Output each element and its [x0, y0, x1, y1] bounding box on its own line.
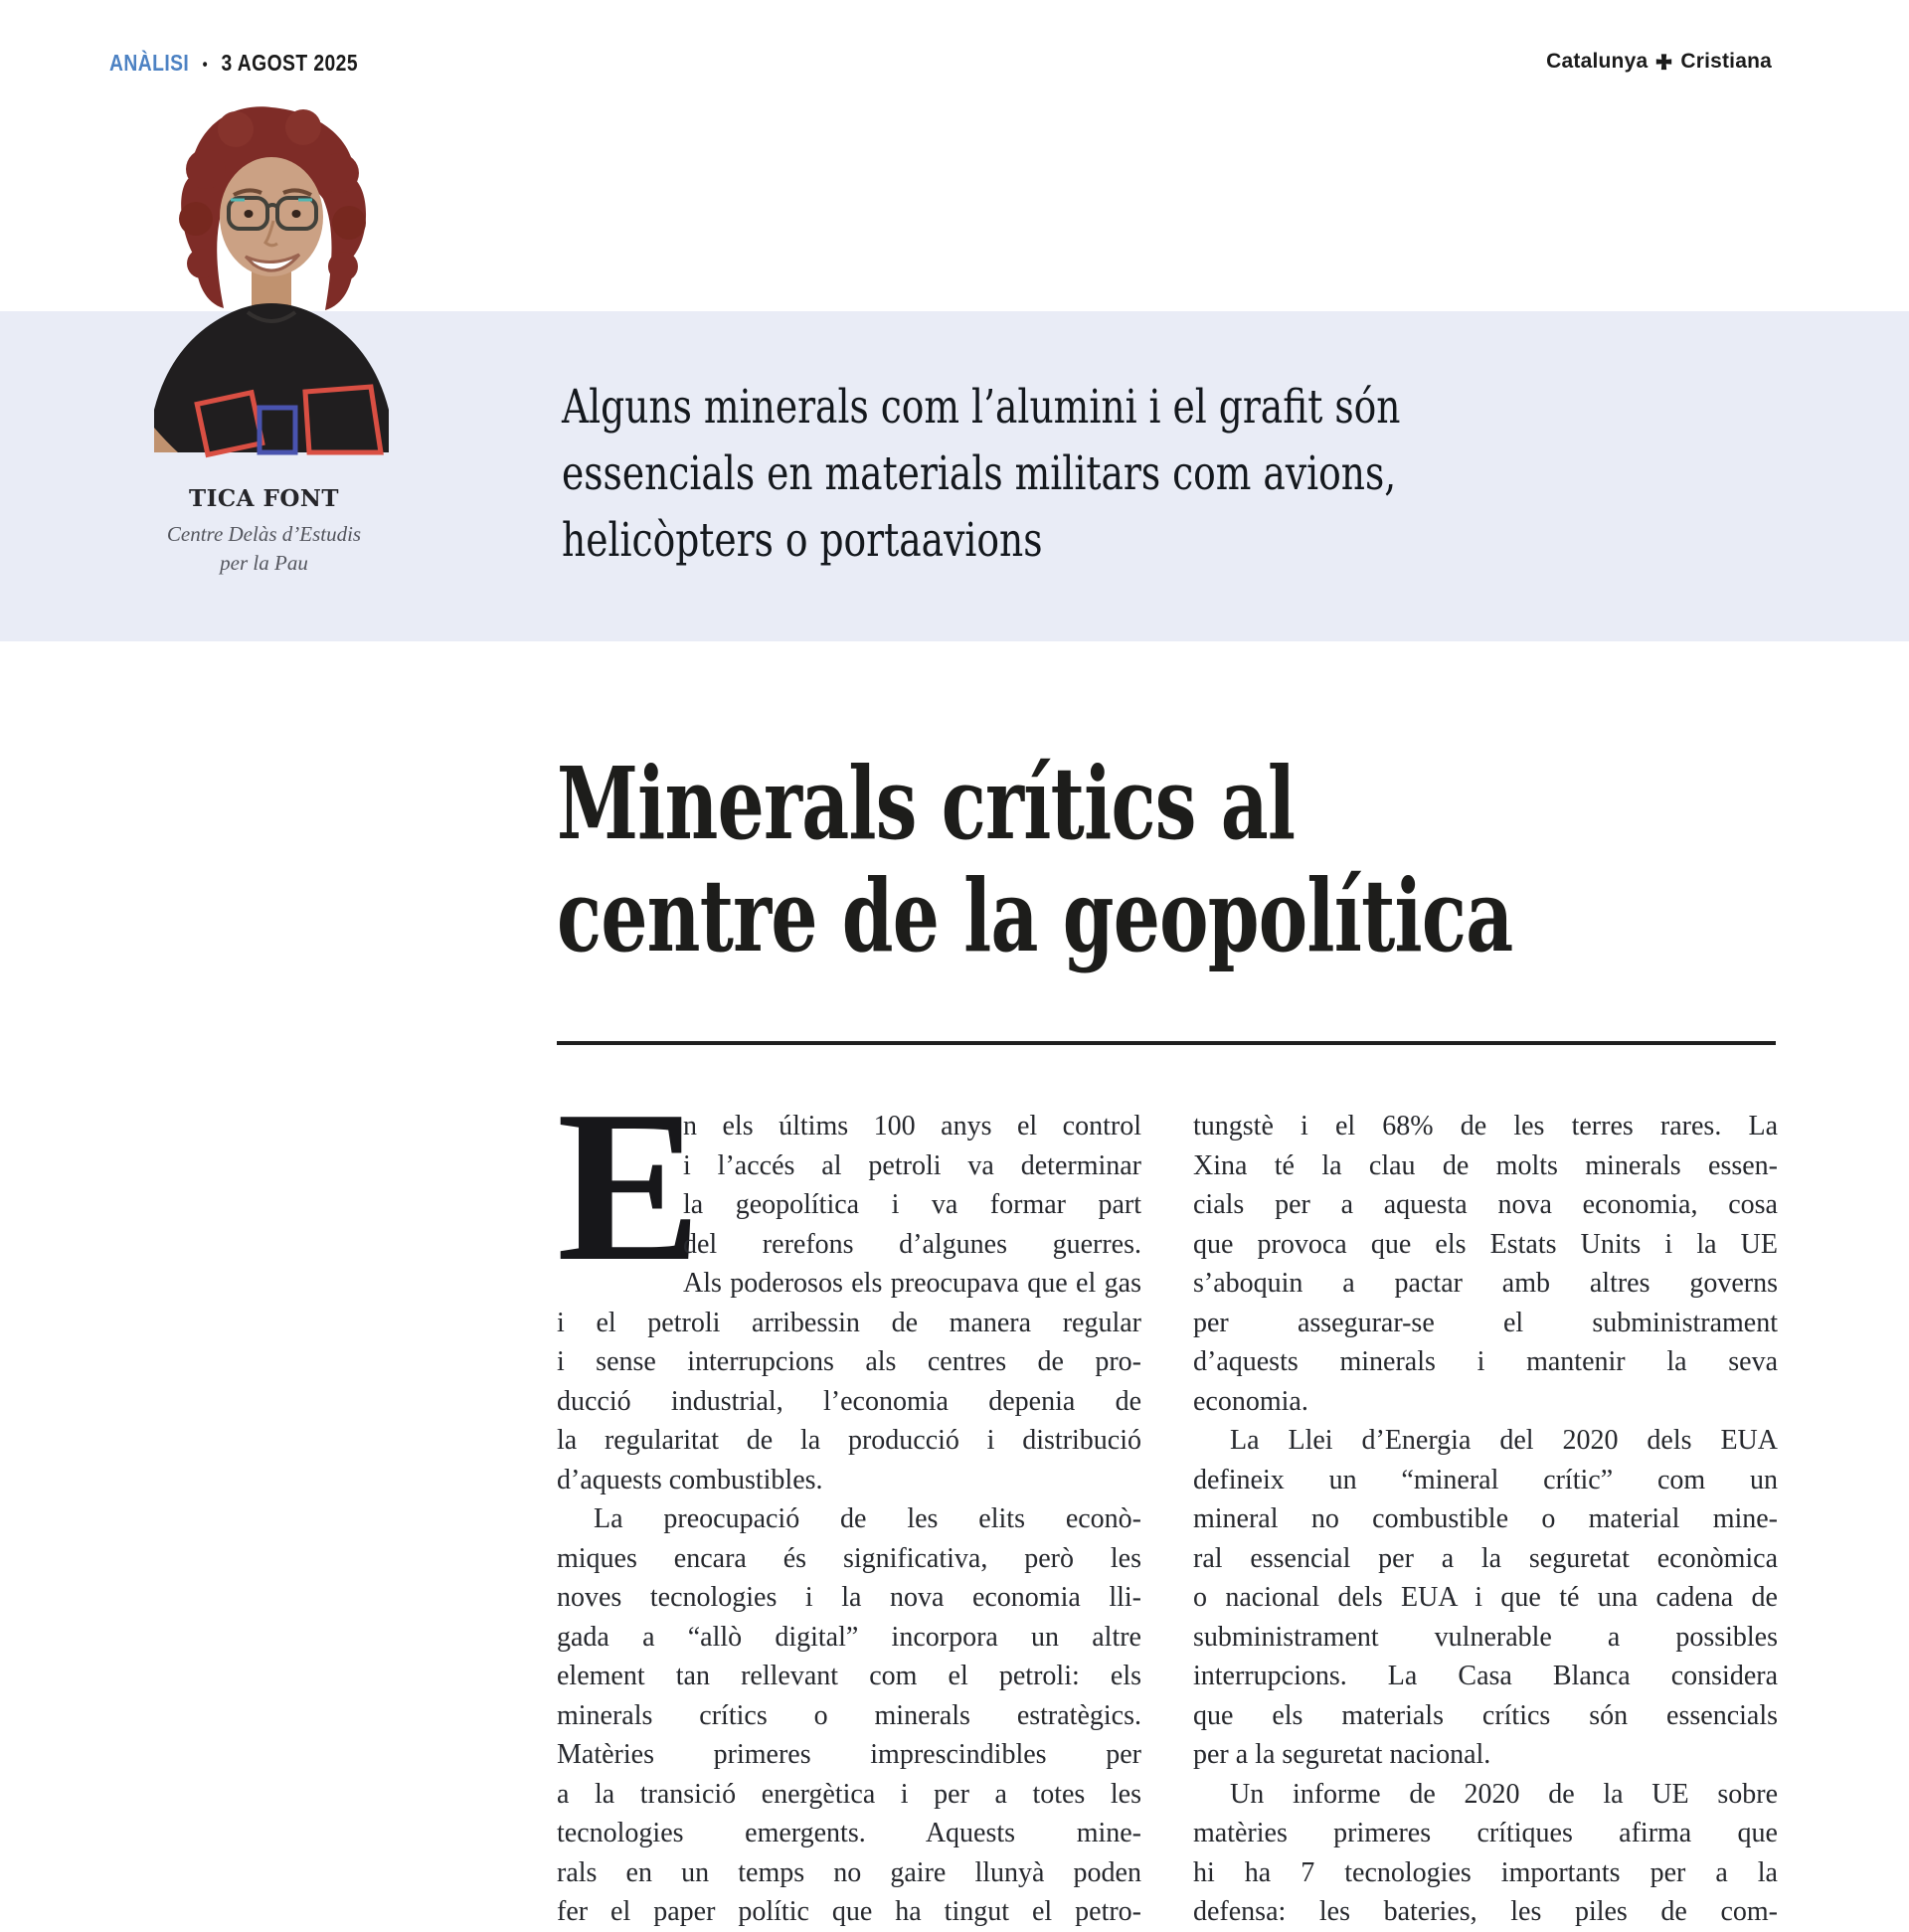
body-line: o nacional dels EUA i que té una cadena de: [1193, 1582, 1778, 1613]
body-line: defensa: les bateries, les piles de com-: [1193, 1896, 1778, 1927]
body-line: la regularitat de la producció i distribució: [557, 1425, 1141, 1456]
body-line: La preocupació de les elits econò-: [594, 1503, 1141, 1534]
body-line: interrupcions. La Casa Blanca considera: [1193, 1661, 1778, 1691]
body-line: element tan rellevant com el petroli: els: [557, 1661, 1141, 1691]
masthead-word-right: Cristiana: [1680, 50, 1772, 73]
body-line: per assegurar-se el subministrament: [1193, 1307, 1778, 1338]
body-line: matèries primeres crítiques afirma que: [1193, 1818, 1778, 1848]
drop-cap: E: [557, 1067, 702, 1307]
masthead-word-left: Catalunya: [1546, 50, 1649, 73]
body-line: cials per a aquesta nova economia, cosa: [1193, 1189, 1778, 1220]
body-line: tecnologies emergents. Aquests mine-: [557, 1818, 1141, 1848]
author-affiliation-line1: Centre Delàs d’Estudis: [166, 522, 362, 546]
body-line: La Llei d’Energia del 2020 dels EUA: [1230, 1425, 1778, 1456]
publication-masthead: [1546, 50, 1772, 74]
body-line: per a la seguretat nacional.: [1193, 1739, 1491, 1770]
body-line: i sense interrupcions als centres de pro-: [557, 1346, 1141, 1377]
article-headline: [557, 745, 1808, 974]
header-bullet: •: [202, 54, 209, 74]
body-line: d’aquests minerals i mantenir la seva: [1193, 1346, 1778, 1377]
body-line: economia.: [1193, 1385, 1308, 1417]
body-line: Als poderosos els preocupava que el gas: [683, 1268, 1141, 1299]
body-line: i el petroli arribessin de manera regular: [557, 1307, 1141, 1338]
body-line: defineix un “mineral crític” com un: [1193, 1464, 1778, 1495]
body-line: i l’accés al petroli va determinar: [683, 1149, 1141, 1181]
body-line: gada a “allò digital” incorpora un altre: [557, 1621, 1141, 1653]
body-line: s’aboquin a pactar amb altres governs: [1193, 1268, 1778, 1299]
body-line: rals en un temps no gaire llunyà poden: [557, 1856, 1141, 1888]
headline-line: centre de la geopolítica: [557, 857, 1513, 974]
cross-icon: [1654, 53, 1673, 72]
body-line: que els materials crítics són essencials: [1193, 1699, 1778, 1731]
body-line: ral essencial per a la seguretat econòmica: [1193, 1542, 1778, 1574]
body-line: tungstè i el 68% de les terres rares. La: [1193, 1111, 1778, 1142]
body-line: subministrament vulnerable a possibles: [1193, 1621, 1778, 1653]
article-column-right: [1193, 1107, 1778, 1927]
body-line: n els últims 100 anys el control: [683, 1111, 1141, 1142]
section-label: ANÀLISI: [109, 50, 190, 76]
body-line: del rerefons d’algunes guerres.: [683, 1228, 1141, 1260]
body-line: mineral no combustible o material mine-: [1193, 1503, 1778, 1534]
body-line: la geopolítica i va formar part: [683, 1189, 1141, 1220]
body-line: a la transició energètica i per a totes les: [557, 1778, 1141, 1810]
body-line: Matèries primeres imprescindibles per: [557, 1739, 1141, 1770]
body-line: noves tecnologies i la nova economia lli-: [557, 1582, 1141, 1613]
body-line: miques encara és significativa, però les: [557, 1542, 1141, 1574]
article-column-left: [557, 1067, 1141, 1927]
page-header-left: [109, 50, 358, 77]
body-line: Un informe de 2020 de la UE sobre: [1230, 1778, 1778, 1810]
author-affiliation-line2: per la Pau: [220, 551, 308, 575]
body-line: hi ha 7 tecnologies importants per a la: [1193, 1856, 1778, 1888]
pull-quote-line: helicòpters o portaavions: [562, 513, 1043, 568]
body-line: ducció industrial, l’economia depenia de: [557, 1385, 1141, 1417]
body-line: que provoca que els Estats Units i la UE: [1193, 1228, 1778, 1260]
pull-quote: [562, 374, 1437, 574]
body-line: Xina té la clau de molts minerals essen-: [1193, 1149, 1778, 1181]
pull-quote-line: essencials en materials militars com avions,: [562, 446, 1397, 501]
body-line: d’aquests combustibles.: [557, 1464, 823, 1495]
headline-divider-rule: [557, 1041, 1776, 1045]
headline-line: Minerals crítics al: [557, 745, 1296, 862]
issue-date: 3 AGOST 2025: [221, 50, 359, 76]
author-block: [117, 485, 411, 578]
pull-quote-line: Alguns minerals com l’alumini i el grafit són: [562, 380, 1401, 435]
body-line: minerals crítics o minerals estratègics.: [557, 1699, 1141, 1731]
body-line: fer el paper polític que ha tingut el petro-: [557, 1896, 1141, 1927]
author-photo: [144, 99, 393, 452]
author-name: TICA FONT: [188, 485, 340, 512]
